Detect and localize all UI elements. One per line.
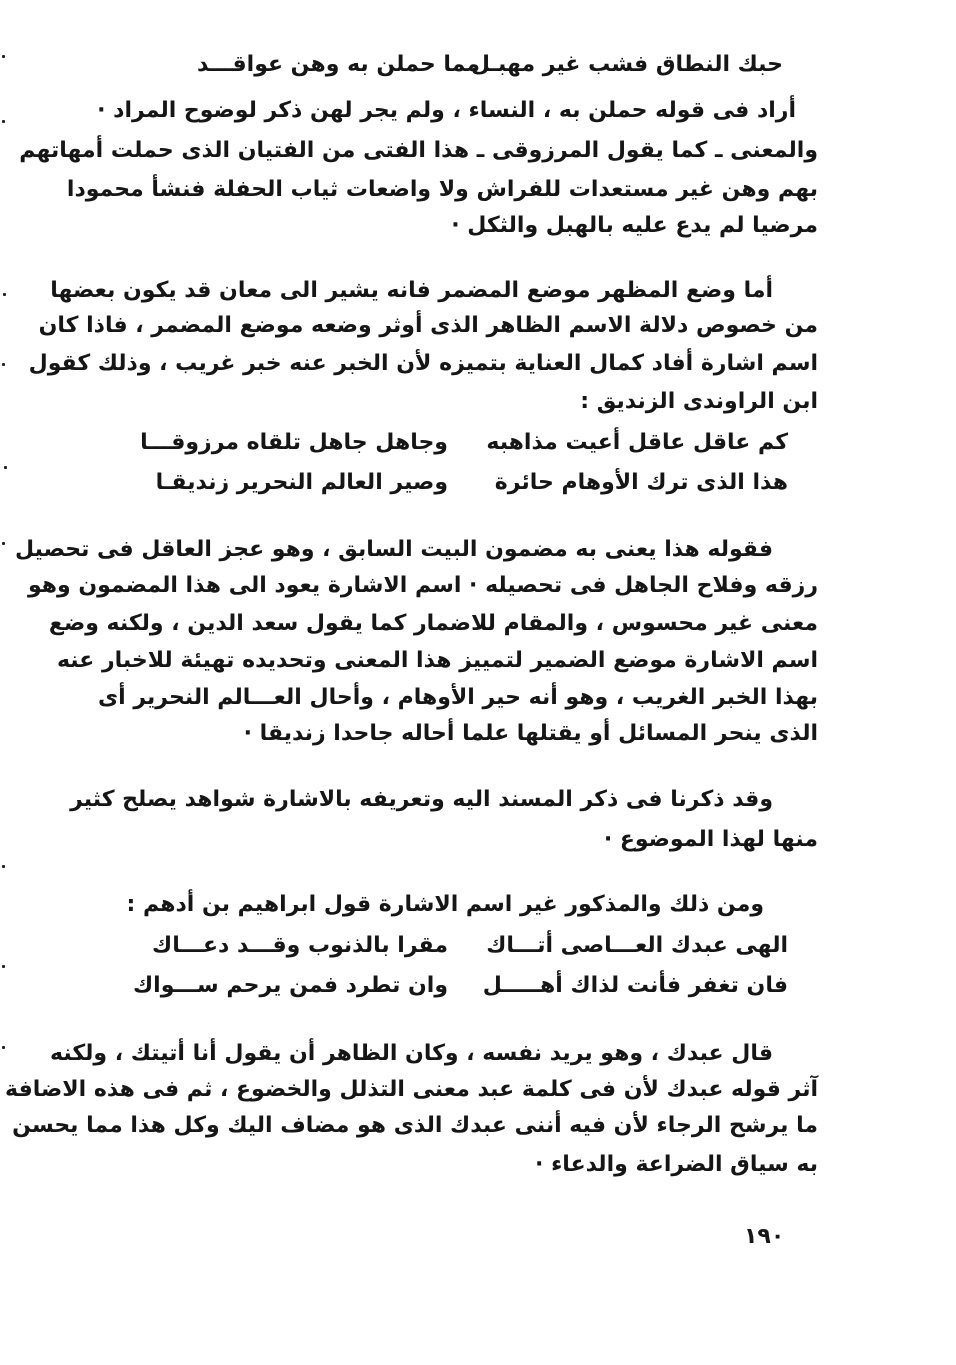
paragraph-line: مرضيا لم يدع عليه بالهبل والثكل · <box>451 213 818 238</box>
paragraph-line: رزقه وفلاح الجاهل فى تحصيله · اسم الاشارة يعود الى هذا المضمون وهو <box>27 573 818 598</box>
verse-second-hemistich: مقرا بالذنوب وقـــد دعـــاك <box>152 933 448 958</box>
paragraph-line: بهذا الخبر الغريب ، وهو أنه حير الأوهام ، وأحال العـــالم النحرير أى <box>97 685 818 710</box>
verse-second-hemistich: وجاهل جاهل تلقاه مرزوقـــا <box>140 430 448 455</box>
paragraph-line: به سياق الضراعة والدعاء · <box>535 1152 818 1177</box>
scan-speck <box>2 120 5 123</box>
page-number: ١٩٠ <box>744 1224 785 1249</box>
paragraph-line: أما وضع المظهر موضع المضمر فانه يشير الى معان قد يكون بعضها <box>50 278 773 303</box>
verse-first-hemistich: هذا الذى ترك الأوهام حائرة <box>494 470 788 495</box>
scan-speck <box>2 1046 5 1049</box>
paragraph-line: وقد ذكرنا فى ذكر المسند اليه وتعريفه بالاشارة شواهد يصلح كثير <box>70 787 773 812</box>
paragraph-line: ابن الراوندى الزنديق : <box>580 389 818 414</box>
paragraph-line: بهم وهن غير مستعدات للفراش ولا واضعات ثياب الحفلة فنشأ محمودا <box>66 177 818 202</box>
paragraph-line: ما يرشح الرجاء لأن فيه أننى عبدك الذى هو مضاف اليك وكل هذا مما يحسن <box>12 1113 818 1138</box>
opening-verse-first-hemistich: مما حملن به وهن عواقـــد <box>196 52 480 77</box>
paragraph-line: آثر قوله عبدك لأن فى كلمة عبد معنى التذلل والخضوع ، ثم فى هذه الاضافة <box>5 1077 818 1102</box>
paragraph-line: أراد فى قوله حملن به ، النساء ، ولم يجر لهن ذكر لوضوح المراد · <box>97 98 796 123</box>
paragraph-line: الذى ينحر المسائل أو يقتلها علما أحاله جاحدا زنديقا · <box>243 721 818 746</box>
paragraph-line: فقوله هذا يعنى به مضمون البيت السابق ، وهو عجز العاقل فى تحصيل <box>14 537 773 562</box>
verse-second-hemistich: وصير العالم النحرير زنديقـا <box>155 470 448 495</box>
paragraph-line: قال عبدك ، وهو يريد نفسه ، وكان الظاهر أن يقول أنا أتيتك ، ولكنه <box>50 1041 773 1066</box>
paragraph-line: ومن ذلك والمذكور غير اسم الاشارة قول ابراهيم بن أدهم : <box>126 892 764 917</box>
verse-first-hemistich: الهى عبدك العـــاصى أتـــاك <box>486 933 788 958</box>
paragraph-line: اسم اشارة أفاد كمال العناية بتميزه لأن الخبر عنه خبر غريب ، وذلك كقول <box>28 351 818 376</box>
scan-speck <box>3 293 6 296</box>
paragraph-line: منها لهذا الموضوع · <box>603 827 818 852</box>
paragraph-line: اسم الاشارة موضع الضمير لتمييز هذا المعنى وتحديده تهيئة للاخبار عنه <box>56 648 818 673</box>
verse-first-hemistich: كم عاقل عاقل أعيت مذاهبه <box>486 430 788 455</box>
paragraph-line: والمعنى ـ كما يقول المرزوقى ـ هذا الفتى من الفتيان الذى حملت أمهاتهم <box>19 138 818 163</box>
scan-speck <box>2 542 5 545</box>
scan-speck <box>2 363 5 366</box>
scan-speck <box>2 55 5 58</box>
verse-second-hemistich: وان تطرد فمن يرحم ســـواك <box>133 973 448 998</box>
paragraph-line: معنى غير محسوس ، والمقام للاضمار كما يقول سعد الدين ، ولكنه وضع <box>48 611 818 636</box>
paragraph-line: من خصوص دلالة الاسم الظاهر الذى أوثر وضعه موضع المضمر ، فاذا كان <box>38 313 818 338</box>
verse-first-hemistich: فان تغفر فأنت لذاك أهـــــل <box>482 973 788 998</box>
scan-speck <box>2 865 5 868</box>
opening-verse-second-hemistich: حبك النطاق فشب غير مهبـل <box>470 52 783 77</box>
scan-speck <box>2 965 5 968</box>
scan-speck <box>4 466 7 469</box>
